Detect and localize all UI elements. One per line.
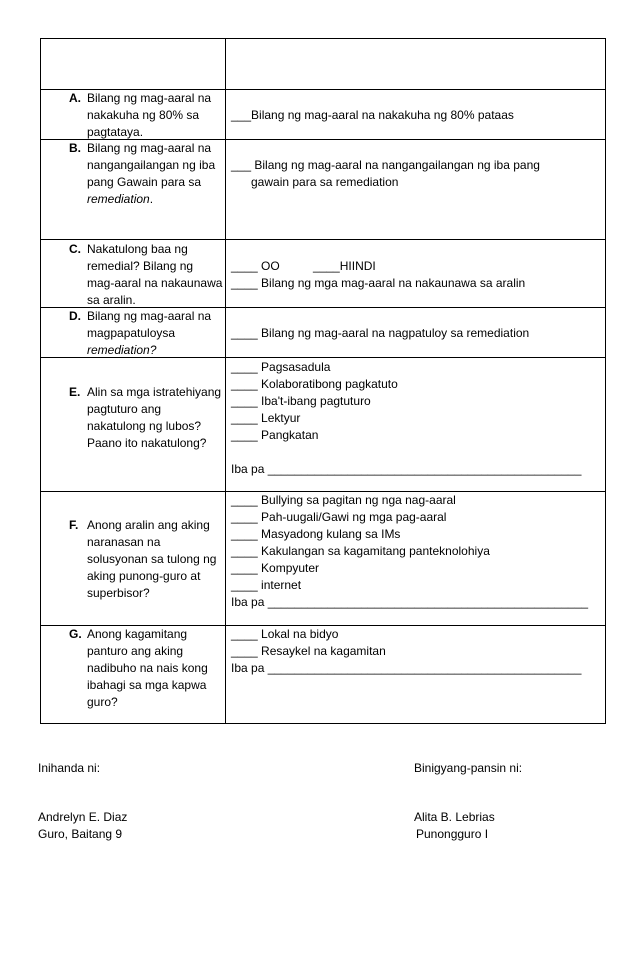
answer-line: ____ Pah-uugali/Gawi ng mga pag-aaral	[231, 510, 447, 524]
answer-line: ___ Bilang ng mag-aaral na nangangailangan ng iba pang	[231, 158, 540, 172]
other-answer-line: Iba pa _______________________________________________	[231, 462, 582, 476]
question-text: Anong kagamitang panturo ang aking nadibuho na nais kong ibahagi sa mga kapwa guro?	[87, 627, 208, 709]
question-text: Anong aralin ang aking naranasan na solusyonan sa tulong ng aking punong-guro at superbisor?	[87, 518, 217, 600]
answer-line: ____ Bullying sa pagitan ng nga nag-aaral	[231, 493, 456, 507]
prepared-by-name: Andrelyn E. Diaz	[38, 810, 128, 824]
row-g-answer	[231, 626, 603, 677]
question-text	[87, 308, 223, 359]
answer-line: ____ Lokal na bidyo	[231, 627, 339, 641]
answer-line: ____ Kolaboratibong pagkatuto	[231, 377, 398, 391]
row-letter: G.	[69, 627, 82, 641]
row-letter: A.	[69, 91, 81, 105]
row-letter: E.	[69, 385, 81, 399]
noted-by-name: Alita B. Lebrias	[414, 810, 495, 824]
question-text-part: .	[149, 192, 154, 206]
row-letter: B.	[69, 141, 81, 155]
prepared-by-title: Guro, Baitang 9	[38, 827, 123, 841]
row-e-answer	[231, 359, 603, 478]
answer-line: ____ Bilang ng mag-aaral na nagpatuloy sa remediation	[231, 326, 530, 340]
reflection-table	[40, 38, 606, 724]
question-text-part: Bilang ng mag-aaral na magpapatuloysa	[87, 309, 212, 340]
answer-line: ____ Kompyuter	[231, 561, 320, 575]
row-b-answer	[231, 157, 603, 191]
answer-line: ____ Iba't-ibang pagtuturo	[231, 394, 371, 408]
row-c-answer	[231, 258, 603, 292]
answer-line: ____ internet	[231, 578, 302, 592]
question-text-part: Bilang ng mag-aaral na nangangailangan ng iba pang Gawain para sa	[87, 141, 216, 189]
row-a-answer	[231, 107, 603, 124]
prepared-by-label: Inihanda ni:	[38, 761, 101, 775]
question-italic-term: remediation?	[87, 343, 157, 357]
answer-line: ____ OO ____HIINDI	[231, 259, 376, 273]
other-answer-line: Iba pa ________________________________________________	[231, 595, 589, 609]
column-divider	[225, 39, 226, 723]
answer-line: gawain para sa remediation	[231, 175, 399, 189]
question-italic-term: remediation	[87, 192, 150, 206]
question-text: Bilang ng mag-aaral na nakakuha ng 80% sa pagtataya.	[87, 91, 212, 139]
row-letter: C.	[69, 242, 81, 256]
row-letter: F.	[69, 518, 79, 532]
other-answer-line: Iba pa _______________________________________________	[231, 661, 582, 675]
answer-line: ____ Resaykel na kagamitan	[231, 644, 386, 658]
answer-line: ____ Masyadong kulang sa IMs	[231, 527, 401, 541]
answer-line: ____ Lektyur	[231, 411, 301, 425]
noted-by-label: Binigyang-pansin ni:	[414, 761, 523, 775]
answer-line: ____ Kakulangan sa kagamitang panteknolohiya	[231, 544, 490, 558]
row-d-answer	[231, 325, 603, 342]
noted-by-title: Punongguro I	[416, 827, 489, 841]
row-divider	[41, 239, 605, 240]
question-text: Nakatulong baa ng remedial? Bilang ng mag-aaral na nakaunawa sa aralin.	[87, 242, 223, 307]
answer-line: ____ Bilang ng mga mag-aaral na nakaunawa sa aralin	[231, 276, 526, 290]
question-text	[87, 140, 223, 208]
question-text: Alin sa mga istratehiyang pagtuturo ang nakatulong ng lubos? Paano ito nakatulong?	[87, 385, 222, 450]
answer-line: ___Bilang ng mag-aaral na nakakuha ng 80% pataas	[231, 108, 514, 122]
answer-line: ____ Pagsasadula	[231, 360, 331, 374]
answer-line: ____ Pangkatan	[231, 428, 319, 442]
row-f-answer	[231, 492, 603, 611]
row-letter: D.	[69, 309, 81, 323]
